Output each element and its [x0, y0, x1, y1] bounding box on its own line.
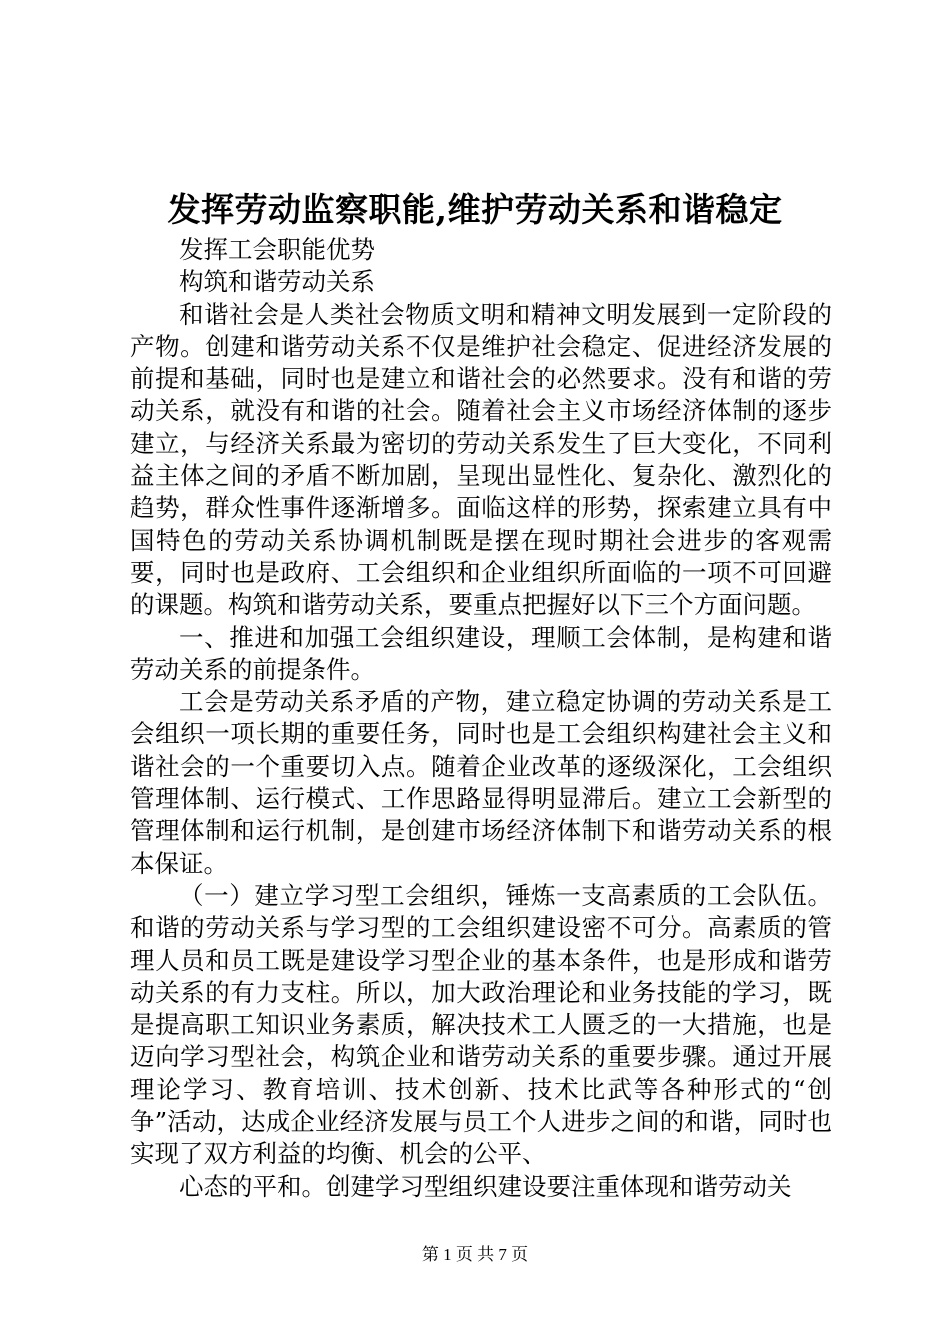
subtitle-2: 构筑和谐劳动关系 — [179, 267, 375, 297]
paragraph-3: 工会是劳动关系矛盾的产物，建立稳定协调的劳动关系是工会组织一项长期的重要任务，同时也是工会组织构建社会主义和谐社会的一个重要切入点。随着企业改革的逐级深化，工会组织管理体制、运行模式、工作思路显得明显滞后。建立工会新型的管理体制和运行机制，是创建市场经济体制下和谐劳动关系的根本保证。 — [130, 687, 832, 878]
page-number-footer: 第 1 页 共 7 页 — [421, 1245, 529, 1264]
subtitle-1: 发挥工会职能优势 — [179, 235, 375, 264]
paragraph-4: （一）建立学习型工会组织，锤炼一支高素质的工会队伍。和谐的劳动关系与学习型的工会组织建设密不可分。高素质的管理人员和员工既是建设学习型企业的基本条件，也是形成和谐劳动关系的有力支柱。所以，加大政治理论和业务技能的学习，既是提高职工知识业务素质，解决技术工人匮乏的一大措施，也是迈向学习型社会，构筑企业和谐劳动关系的重要步骤。通过开展理论学习、教育培训、技术创新、技术比武等各种形式的“创争”活动，达成企业经济发展与员工个人进步之间的和谐，同时也实现了双方利益的均衡、机会的公平、 — [130, 880, 832, 1169]
paragraph-1: 和谐社会是人类社会物质文明和精神文明发展到一定阶段的产物。创建和谐劳动关系不仅是维护社会稳定、促进经济发展的前提和基础，同时也是建立和谐社会的必然要求。没有和谐的劳动关系，就没有和谐的社会。随着社会主义市场经济体制的逐步建立，与经济关系最为密切的劳动关系发生了巨大变化，不同利益主体之间的矛盾不断加剧，呈现出显性化、复杂化、激烈化的趋势，群众性事件逐渐增多。面临这样的形势，探索建立具有中国特色的劳动关系协调机制既是摆在现时期社会进步的客观需要，同时也是政府、工会组织和企业组织所面临的一项不可回避的课题。构筑和谐劳动关系，要重点把握好以下三个方面问题。 — [130, 299, 832, 620]
paragraph-5: 心态的平和。创建学习型组织建设要注重体现和谐劳动关 — [179, 1171, 792, 1201]
document-title: 发挥劳动监察职能,维护劳动关系和谐稳定 — [167, 190, 783, 229]
document-body — [130, 234, 832, 1203]
paragraph-2: 一、推进和加强工会组织建设，理顺工会体制，是构建和谐劳动关系的前提条件。 — [130, 622, 832, 684]
